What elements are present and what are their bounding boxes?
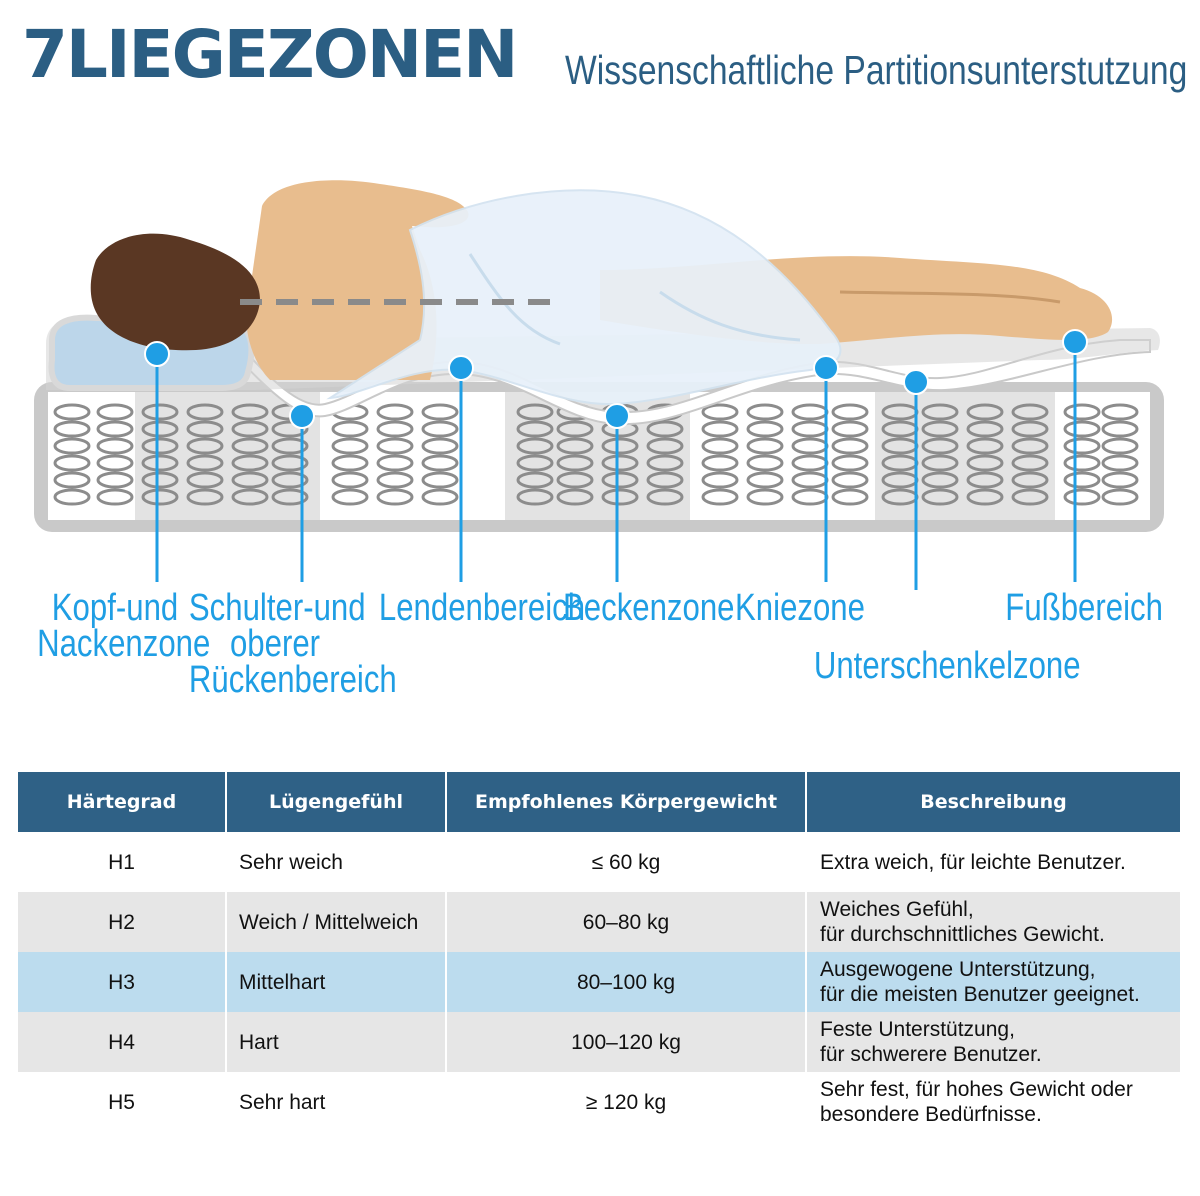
cell-feel: Sehr weich [226, 832, 446, 892]
cell-description: Weiches Gefühl, für durchschnittliches Gewicht. [806, 892, 1180, 952]
table-row [18, 952, 1180, 1012]
head-hair [91, 234, 260, 351]
zone-label-knee: Kniezone [735, 587, 865, 629]
zone-label-pelvis: Beckenzone [563, 587, 735, 629]
cell-grade: H4 [18, 1012, 226, 1072]
table-row [18, 1072, 1180, 1132]
cell-grade: H1 [18, 832, 226, 892]
page-subtitle: Wissenschaftliche Partitionsunterstutzung [565, 47, 1188, 93]
hardness-table [18, 772, 1180, 1132]
zone-label-head: Kopf-und Nackenzone [37, 587, 211, 665]
cell-description: Extra weich, für leichte Benutzer. [806, 832, 1180, 892]
cell-description: Feste Unterstützung, für schwerere Benutzer. [806, 1012, 1180, 1072]
cell-description: Ausgewogene Unterstützung, für die meisten Benutzer geeignet. [806, 952, 1180, 1012]
zone-label-lower-leg: Unterschenkelzone [813, 645, 1081, 687]
cell-weight: 80–100 kg [446, 952, 806, 1012]
cell-grade: H5 [18, 1072, 226, 1132]
cell-description: Sehr fest, für hohes Gewicht oder besondere Bedürfnisse. [806, 1072, 1180, 1132]
cell-grade: H3 [18, 952, 226, 1012]
cell-weight: ≤ 60 kg [446, 832, 806, 892]
header-grade: Härtegrad [18, 772, 226, 832]
cell-feel: Weich / Mittelweich [226, 892, 446, 952]
mattress-illustration [0, 150, 1200, 590]
cell-weight: 60–80 kg [446, 892, 806, 952]
page-title: 7LIEGEZONEN [22, 16, 517, 93]
table-row [18, 892, 1180, 952]
cell-feel: Mittelhart [226, 952, 446, 1012]
cell-feel: Sehr hart [226, 1072, 446, 1132]
cell-weight: 100–120 kg [446, 1012, 806, 1072]
table-row [18, 832, 1180, 892]
table-row [18, 1012, 1180, 1072]
header-feel: Lügengefühl [226, 772, 446, 832]
cell-feel: Hart [226, 1012, 446, 1072]
header-weight: Empfohlenes Körpergewicht [446, 772, 806, 832]
cell-weight: ≥ 120 kg [446, 1072, 806, 1132]
zone-label-foot: Fußbereich [1005, 587, 1163, 629]
zone-label-shoulder: Schulter-und oberer Rückenbereich [188, 587, 397, 701]
table-header-row [18, 772, 1180, 832]
cell-grade: H2 [18, 892, 226, 952]
zone-label-lumbar: Lendenbereich [378, 587, 586, 629]
header-description: Beschreibung [806, 772, 1180, 832]
